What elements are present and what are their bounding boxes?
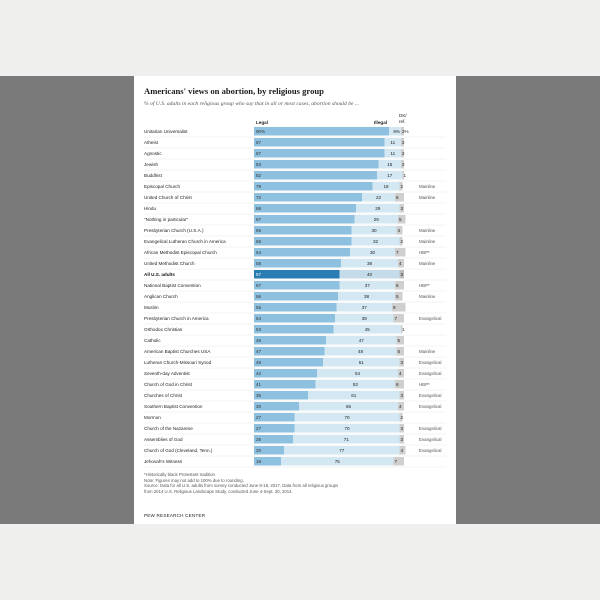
row-label: Buddhist <box>144 172 162 178</box>
row-label: "Nothing in particular" <box>144 216 189 222</box>
tradition-tag: Mainline <box>419 348 436 354</box>
legal-bar <box>254 248 350 257</box>
legal-bar <box>254 270 340 279</box>
row-label: Mormon <box>144 414 161 420</box>
dk-column-header-line2: ref. <box>399 119 406 124</box>
legal-value-label: 42 <box>256 370 262 376</box>
tradition-tag: Mainline <box>419 293 436 299</box>
dk-value-label: 2% <box>402 128 409 134</box>
tradition-tag: Evangelical <box>419 403 442 409</box>
legal-value-label: 26 <box>256 436 262 442</box>
legal-value-label: 46 <box>256 359 262 365</box>
dk-value-label: 2 <box>400 238 404 244</box>
dk-value-label: 3 <box>400 436 404 442</box>
illegal-value-label: 22 <box>375 194 382 200</box>
dk-value-label: 4 <box>399 403 402 409</box>
row-label: Assemblies of God <box>144 436 183 442</box>
dk-value-label: 2 <box>402 161 405 167</box>
illegal-value-label: 77 <box>339 447 345 453</box>
legal-bar <box>254 138 385 147</box>
illegal-value-label: 45 <box>364 326 370 332</box>
legal-value-label: 87 <box>256 150 262 156</box>
legal-bar <box>254 314 335 323</box>
illegal-value-label: 40 <box>366 271 373 277</box>
legal-bar <box>254 325 334 334</box>
dk-value-label: 2 <box>400 183 404 189</box>
illegal-value-label: 47 <box>358 337 364 343</box>
dk-value-label: 5 <box>397 348 401 354</box>
row-label: Episcopal Church <box>144 183 181 189</box>
note-line: *Historically black Protestant tradition <box>144 472 215 477</box>
dk-value-label: 1 <box>403 172 407 178</box>
legal-value-label: 47 <box>256 348 262 354</box>
legal-bar <box>254 226 352 235</box>
dk-value-label: 7 <box>396 249 399 255</box>
illegal-value-label: 71 <box>343 436 349 442</box>
legal-value-label: 27 <box>256 425 262 431</box>
illegal-value-label: 70 <box>344 414 350 420</box>
row-label: Evangelical Lutheran Church in America <box>144 238 226 244</box>
tradition-tag: Mainline <box>419 183 436 189</box>
legal-bar <box>254 303 337 312</box>
row-label: Muslim <box>144 304 159 310</box>
dk-value-label: 1 <box>402 326 405 332</box>
legal-value-label: 79 <box>256 183 262 189</box>
dk-value-label: 4 <box>399 260 402 266</box>
legal-value-label: 65 <box>256 227 262 233</box>
row-label: Seventh-day Adventist <box>144 370 190 376</box>
chart-card <box>134 76 456 524</box>
tradition-tag: Evangelical <box>419 359 442 365</box>
note-line: Source: Data for all U.S. adults from survey conducted June 8-18, 2017. Data from all religious groups <box>144 483 339 489</box>
illegal-value-label: 75 <box>334 458 340 464</box>
dk-value-label: 7 <box>394 315 398 321</box>
row-label: United Methodist Church <box>144 260 195 266</box>
legal-bar <box>254 369 317 378</box>
illegal-value-label: 48 <box>357 348 364 354</box>
dk-value-label: 4 <box>400 447 404 453</box>
illegal-value-label: 18 <box>383 183 389 189</box>
legal-bar <box>254 336 326 345</box>
legal-value-label: 27 <box>256 414 262 420</box>
row-label: All U.S. adults <box>144 271 175 277</box>
illegal-value-label: 29 <box>375 205 381 211</box>
tradition-tag: Mainline <box>419 227 436 233</box>
legal-bar <box>254 380 316 389</box>
tradition-tag: HBP* <box>419 249 430 255</box>
dk-column-header-line1: DK/ <box>399 113 407 118</box>
legal-value-label: 18 <box>256 458 262 464</box>
dk-value-label: 5 <box>396 293 399 299</box>
legal-value-label: 48 <box>256 337 262 343</box>
legal-value-label: 56 <box>256 293 262 299</box>
tradition-tag: Mainline <box>419 194 436 200</box>
illegal-value-label: 38 <box>366 260 373 266</box>
row-label: American Baptist Churches USA <box>144 348 211 354</box>
row-label: Jehovah's Witness <box>144 458 183 464</box>
dk-value-label: 6 <box>396 381 399 387</box>
illegal-value-label: 8% <box>393 128 400 134</box>
dk-value-label: 2 <box>400 414 404 420</box>
note-line: from 2014 U.S. Religious Landscape Study, conducted June 4-Sept. 30, 2014. <box>144 488 293 494</box>
row-label: Jewish <box>144 161 159 167</box>
legal-value-label: 36 <box>256 392 262 398</box>
illegal-value-label: 51 <box>358 359 364 365</box>
dk-value-label: 4 <box>397 227 401 233</box>
illegal-column-header: Illegal <box>374 120 388 125</box>
legal-bar <box>254 292 338 301</box>
row-label: Church of the Nazarene <box>144 425 193 431</box>
dk-value-label: 3 <box>400 271 404 277</box>
legal-bar <box>254 391 308 400</box>
dk-value-label: 3 <box>400 205 404 211</box>
illegal-value-label: 38 <box>363 293 370 299</box>
dk-value-label: 2 <box>402 150 405 156</box>
chart-notes <box>144 472 444 494</box>
tradition-tag: Mainline <box>419 260 436 266</box>
legal-value-label: 30 <box>256 403 262 409</box>
tradition-tag: Evangelical <box>419 370 442 376</box>
tradition-tag: HBP* <box>419 381 430 387</box>
dk-value-label: 5 <box>397 337 401 343</box>
legal-value-label: 53 <box>256 326 262 332</box>
legal-bar <box>254 171 377 180</box>
legal-bar <box>254 160 379 169</box>
illegal-value-label: 30 <box>371 227 377 233</box>
row-label: Presbyterian Church in America <box>144 315 209 321</box>
stacked-bar-chart <box>134 76 456 476</box>
chart-subtitle: % of U.S. adults in each religious group who say that in all or most cases, abortion should be ... <box>144 101 360 107</box>
row-label: National Baptist Convention <box>144 282 201 288</box>
row-label: United Church of Christ <box>144 194 192 200</box>
legal-bar <box>254 149 385 158</box>
legal-value-label: 90% <box>256 128 266 134</box>
legal-bar <box>254 193 362 202</box>
legal-value-label: 83 <box>256 161 262 167</box>
row-label: African Methodist Episcopal Church <box>144 249 217 255</box>
source-organization: PEW RESEARCH CENTER <box>144 513 206 518</box>
legal-bar <box>254 215 355 224</box>
row-label: Agnostic <box>144 150 162 156</box>
tradition-tag: Evangelical <box>419 425 442 431</box>
tradition-tag: Evangelical <box>419 315 442 321</box>
dk-value-label: 3 <box>400 359 404 365</box>
legal-value-label: 67 <box>256 216 262 222</box>
row-label: Atheist <box>144 139 159 145</box>
dk-value-label: 2 <box>402 139 405 145</box>
illegal-value-label: 29 <box>373 216 379 222</box>
legal-bar <box>254 347 325 356</box>
legal-value-label: 82 <box>256 172 262 178</box>
row-label: Orthodox Christian <box>144 326 183 332</box>
illegal-value-label: 37 <box>361 304 367 310</box>
illegal-value-label: 61 <box>351 392 357 398</box>
legal-bar <box>254 358 323 367</box>
legal-value-label: 41 <box>256 381 262 387</box>
legal-value-label: 20 <box>256 447 262 453</box>
legal-value-label: 72 <box>256 194 262 200</box>
legal-value-label: 57 <box>256 282 262 288</box>
legal-column-header: Legal <box>256 120 268 125</box>
illegal-value-label: 66 <box>345 403 352 409</box>
illegal-value-label: 37 <box>364 282 370 288</box>
illegal-value-label: 54 <box>354 370 361 376</box>
tradition-tag: Evangelical <box>419 436 442 442</box>
dk-value-label: 4 <box>399 370 402 376</box>
row-label: Hindu <box>144 205 157 211</box>
legal-value-label: 87 <box>256 139 262 145</box>
legal-value-label: 68 <box>256 205 262 211</box>
legal-value-label: 58 <box>256 260 262 266</box>
row-label: Unitarian Universalist <box>144 128 188 134</box>
dk-value-label: 9 <box>393 304 396 310</box>
legal-bar <box>254 281 340 290</box>
legal-bar <box>254 237 352 246</box>
row-label: Church of God (Cleveland, Tenn.) <box>144 447 213 453</box>
illegal-value-label: 53 <box>352 381 358 387</box>
dk-value-label: 5 <box>399 216 402 222</box>
note-line: Note: Figures may not add to 100% due to rounding. <box>144 477 244 483</box>
legal-bar <box>254 259 341 268</box>
dk-value-label: 7 <box>394 458 398 464</box>
legal-value-label: 55 <box>256 304 262 310</box>
dk-value-label: 6 <box>396 282 399 288</box>
row-label: Lutheran Church-Missouri Synod <box>144 359 212 365</box>
illegal-value-label: 11 <box>390 150 396 156</box>
illegal-value-label: 15 <box>387 161 393 167</box>
dk-value-label: 3 <box>400 425 404 431</box>
row-label: Catholic <box>144 337 161 343</box>
tradition-tag: Evangelical <box>419 447 442 453</box>
dk-value-label: 6 <box>396 194 399 200</box>
tradition-tag: HBP* <box>419 282 430 288</box>
illegal-value-label: 30 <box>369 249 376 255</box>
legal-value-label: 57 <box>256 271 262 277</box>
legal-value-label: 65 <box>256 238 262 244</box>
legal-value-label: 64 <box>256 249 262 255</box>
row-label: Anglican Church <box>144 293 178 299</box>
illegal-value-label: 11 <box>390 139 396 145</box>
row-label: Church of God in Christ <box>144 381 192 387</box>
row-label: Presbyterian Church (U.S.A.) <box>144 227 204 233</box>
tradition-tag: Mainline <box>419 238 436 244</box>
illegal-value-label: 32 <box>372 238 379 244</box>
illegal-value-label: 17 <box>387 172 393 178</box>
legal-bar <box>254 204 356 213</box>
row-label: Churches of Christ <box>144 392 183 398</box>
illegal-value-label: 39 <box>361 315 367 321</box>
legal-value-label: 54 <box>256 315 262 321</box>
legal-bar <box>254 127 389 136</box>
dk-value-label: 3 <box>400 392 404 398</box>
tradition-tag: Evangelical <box>419 392 442 398</box>
row-label: Southern Baptist Convention <box>144 403 203 409</box>
chart-title: Americans' views on abortion, by religious group <box>144 86 324 96</box>
illegal-value-label: 70 <box>344 425 350 431</box>
legal-bar <box>254 182 373 191</box>
